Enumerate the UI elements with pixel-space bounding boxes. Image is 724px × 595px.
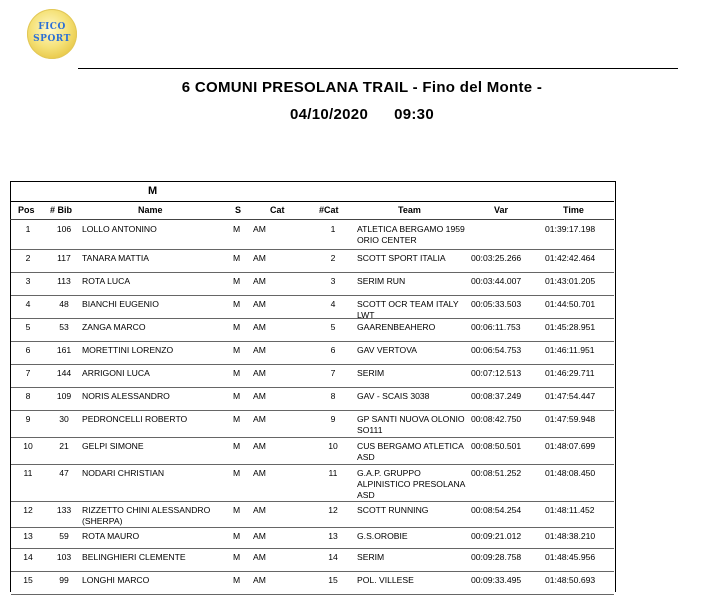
cell-var: 00:03:25.266 (471, 253, 522, 263)
race-time: 09:30 (394, 106, 434, 123)
cell-cat: AM (253, 552, 266, 562)
cell-team: GAV VERTOVA (357, 345, 418, 355)
cell-sex: M (233, 505, 241, 515)
cell-name: LOLLO ANTONINO (82, 224, 157, 234)
cell-time: 01:48:11.452 (545, 505, 595, 515)
cell-var: 00:03:44.007 (471, 276, 522, 286)
cell-time: 01:47:54.447 (545, 391, 596, 401)
cell-time: 01:47:59.948 (545, 414, 596, 424)
cell-bib: 113 (57, 276, 71, 286)
cell-pos: 7 (25, 368, 31, 378)
cell-pos: 14 (23, 552, 33, 562)
cell-sex: M (233, 391, 241, 401)
table-row (11, 318, 614, 342)
table-row (11, 437, 614, 465)
cell-sex: M (233, 414, 241, 424)
cell-bib: 117 (57, 253, 71, 263)
cell-sex: M (233, 368, 241, 378)
cell-team: GAV - SCAIS 3038 (357, 391, 430, 401)
cell-cat: AM (253, 322, 266, 332)
cell-time: 01:45:28.951 (545, 322, 596, 332)
cell-catpos: 10 (328, 441, 338, 451)
cell-catpos: 14 (328, 552, 338, 562)
cell-team: GP SANTI NUOVA OLONIO SO111 (357, 414, 465, 435)
cell-time: 01:44:50.701 (545, 299, 596, 309)
logo-text-line1: FICO (38, 22, 66, 32)
cell-cat: AM (253, 505, 266, 515)
cell-time: 01:39:17.198 (545, 224, 596, 234)
cell-name: RIZZETTO CHINI ALESSANDRO (SHERPA) (82, 505, 211, 526)
cell-pos: 3 (25, 276, 31, 286)
table-row (11, 464, 614, 502)
race-date-time (0, 106, 724, 123)
cell-name: NORIS ALESSANDRO (82, 391, 170, 401)
cell-var: 00:06:54.753 (471, 345, 522, 355)
cell-cat: AM (253, 531, 266, 541)
cell-team: SCOTT OCR TEAM ITALY LWT (357, 299, 459, 320)
cell-var: 00:08:50.501 (471, 441, 522, 451)
cell-sex: M (233, 253, 241, 263)
cell-pos: 10 (23, 441, 33, 451)
cell-catpos: 2 (330, 253, 336, 263)
cell-name: ROTA LUCA (82, 276, 131, 286)
cell-bib: 59 (59, 531, 69, 541)
cell-pos: 9 (25, 414, 31, 424)
table-row (11, 249, 614, 273)
cell-team: SERIM RUN (357, 276, 406, 286)
logo-text-line2: SPORT (33, 34, 71, 44)
cell-time: 01:46:11.951 (545, 345, 595, 355)
cell-bib: 21 (59, 441, 69, 451)
race-title: 6 COMUNI PRESOLANA TRAIL - Fino del Monte - (181, 79, 543, 96)
cell-sex: M (233, 322, 241, 332)
cell-name: TANARA MATTIA (82, 253, 150, 263)
cell-cat: AM (253, 575, 266, 585)
table-row (11, 548, 614, 572)
cell-time: 01:48:50.693 (545, 575, 596, 585)
cell-cat: AM (253, 224, 266, 234)
cell-bib: 103 (56, 552, 72, 562)
cell-var: 00:09:28.758 (471, 552, 522, 562)
cell-cat: AM (253, 441, 266, 451)
table-row (11, 220, 614, 250)
table-row (11, 501, 614, 528)
cell-cat: AM (253, 368, 266, 378)
header-divider (78, 68, 678, 69)
col-header-name: Name (138, 205, 163, 215)
cell-pos: 11 (23, 468, 33, 478)
cell-name: GELPI SIMONE (82, 441, 144, 451)
cell-pos: 5 (25, 322, 31, 332)
cell-name: ROTA MAURO (82, 531, 140, 541)
col-header-catpos: #Cat (319, 205, 339, 215)
cell-catpos: 5 (330, 322, 336, 332)
cell-cat: AM (253, 299, 266, 309)
cell-sex: M (233, 224, 241, 234)
cell-catpos: 15 (328, 575, 338, 585)
col-header-time: Time (563, 205, 584, 215)
table-row (11, 387, 614, 411)
cell-time: 01:46:29.711 (545, 368, 595, 378)
cell-bib: 47 (59, 468, 69, 478)
col-header-sex: S (235, 205, 242, 215)
cell-catpos: 12 (328, 505, 338, 515)
cell-var: 00:05:33.503 (471, 299, 522, 309)
col-header-pos: Pos (18, 205, 35, 215)
cell-var: 00:09:33.495 (471, 575, 522, 585)
cell-name: MORETTINI LORENZO (82, 345, 174, 355)
cell-cat: AM (253, 391, 266, 401)
cell-team: POL. VILLESE (357, 575, 414, 585)
cell-time: 01:42:42.464 (545, 253, 596, 263)
cell-catpos: 4 (330, 299, 336, 309)
col-header-team: Team (398, 205, 421, 215)
table-row (11, 341, 614, 365)
cell-time: 01:48:07.699 (545, 441, 596, 451)
cell-bib: 106 (56, 224, 72, 234)
cell-time: 01:43:01.205 (545, 276, 596, 286)
cell-sex: M (233, 552, 241, 562)
cell-catpos: 3 (330, 276, 336, 286)
cell-time: 01:48:45.956 (545, 552, 596, 562)
cell-sex: M (233, 345, 241, 355)
cell-pos: 4 (25, 299, 31, 309)
cell-team: GAARENBEAHERO (357, 322, 436, 332)
cell-catpos: 8 (330, 391, 336, 401)
cell-catpos: 9 (330, 414, 336, 424)
cell-team: SCOTT SPORT ITALIA (357, 253, 446, 263)
cell-team: SERIM (357, 552, 385, 562)
category-heading: M (148, 185, 158, 197)
table-row (11, 272, 614, 296)
cell-var: 00:06:11.753 (471, 322, 521, 332)
cell-pos: 6 (25, 345, 31, 355)
cell-name: BELINGHIERI CLEMENTE (82, 552, 186, 562)
cell-bib: 99 (59, 575, 69, 585)
cell-cat: AM (253, 253, 266, 263)
cell-var: 00:08:54.254 (471, 505, 522, 515)
table-row (11, 410, 614, 438)
category-divider (10, 201, 614, 202)
cell-bib: 144 (56, 368, 72, 378)
cell-bib: 161 (56, 345, 72, 355)
fico-sport-logo (27, 9, 77, 59)
cell-catpos: 7 (330, 368, 336, 378)
col-header-cat: Cat (270, 205, 285, 215)
table-row (11, 364, 614, 388)
cell-team: ATLETICA BERGAMO 1959 ORIO CENTER (357, 224, 465, 245)
cell-sex: M (233, 441, 241, 451)
cell-catpos: 13 (328, 531, 338, 541)
cell-cat: AM (253, 468, 266, 478)
cell-name: NODARI CHRISTIAN (82, 468, 165, 478)
cell-bib: 30 (59, 414, 69, 424)
cell-catpos: 1 (330, 224, 336, 234)
table-row (11, 571, 614, 595)
cell-cat: AM (253, 276, 266, 286)
cell-sex: M (233, 575, 241, 585)
cell-pos: 8 (25, 391, 31, 401)
cell-team: CUS BERGAMO ATLETICA ASD (357, 441, 464, 462)
col-header-bib: # Bib (50, 205, 73, 215)
cell-sex: M (233, 276, 241, 286)
cell-sex: M (233, 531, 241, 541)
cell-bib: 109 (56, 391, 72, 401)
col-header-var: Var (494, 205, 509, 215)
cell-bib: 133 (56, 505, 72, 515)
cell-pos: 12 (23, 505, 33, 515)
cell-var: 00:08:42.750 (471, 414, 522, 424)
table-row (11, 527, 614, 549)
cell-catpos: 11 (328, 468, 338, 478)
cell-catpos: 6 (330, 345, 336, 355)
cell-team: SERIM (357, 368, 385, 378)
cell-pos: 1 (25, 224, 31, 234)
cell-pos: 13 (23, 531, 33, 541)
cell-team: G.S.OROBIE (357, 531, 408, 541)
cell-name: LONGHI MARCO (82, 575, 150, 585)
cell-time: 01:48:38.210 (545, 531, 596, 541)
cell-var: 00:08:37.249 (471, 391, 522, 401)
cell-name: PEDRONCELLI ROBERTO (82, 414, 188, 424)
race-date: 04/10/2020 (290, 106, 369, 123)
cell-cat: AM (253, 414, 266, 424)
cell-bib: 48 (59, 299, 69, 309)
cell-pos: 15 (23, 575, 33, 585)
cell-name: ARRIGONI LUCA (82, 368, 150, 378)
cell-var: 00:09:21.012 (471, 531, 522, 541)
cell-var: 00:08:51.252 (471, 468, 522, 478)
table-row (11, 295, 614, 319)
cell-pos: 2 (25, 253, 31, 263)
cell-team: G.A.P. GRUPPO ALPINISTICO PRESOLANA ASD (357, 468, 465, 500)
cell-sex: M (233, 299, 241, 309)
cell-cat: AM (253, 345, 266, 355)
cell-var: 00:07:12.513 (471, 368, 522, 378)
cell-name: ZANGA MARCO (82, 322, 146, 332)
cell-bib: 53 (59, 322, 69, 332)
cell-sex: M (233, 468, 241, 478)
cell-team: SCOTT RUNNING (357, 505, 429, 515)
cell-name: BIANCHI EUGENIO (82, 299, 159, 309)
cell-time: 01:48:08.450 (545, 468, 596, 478)
